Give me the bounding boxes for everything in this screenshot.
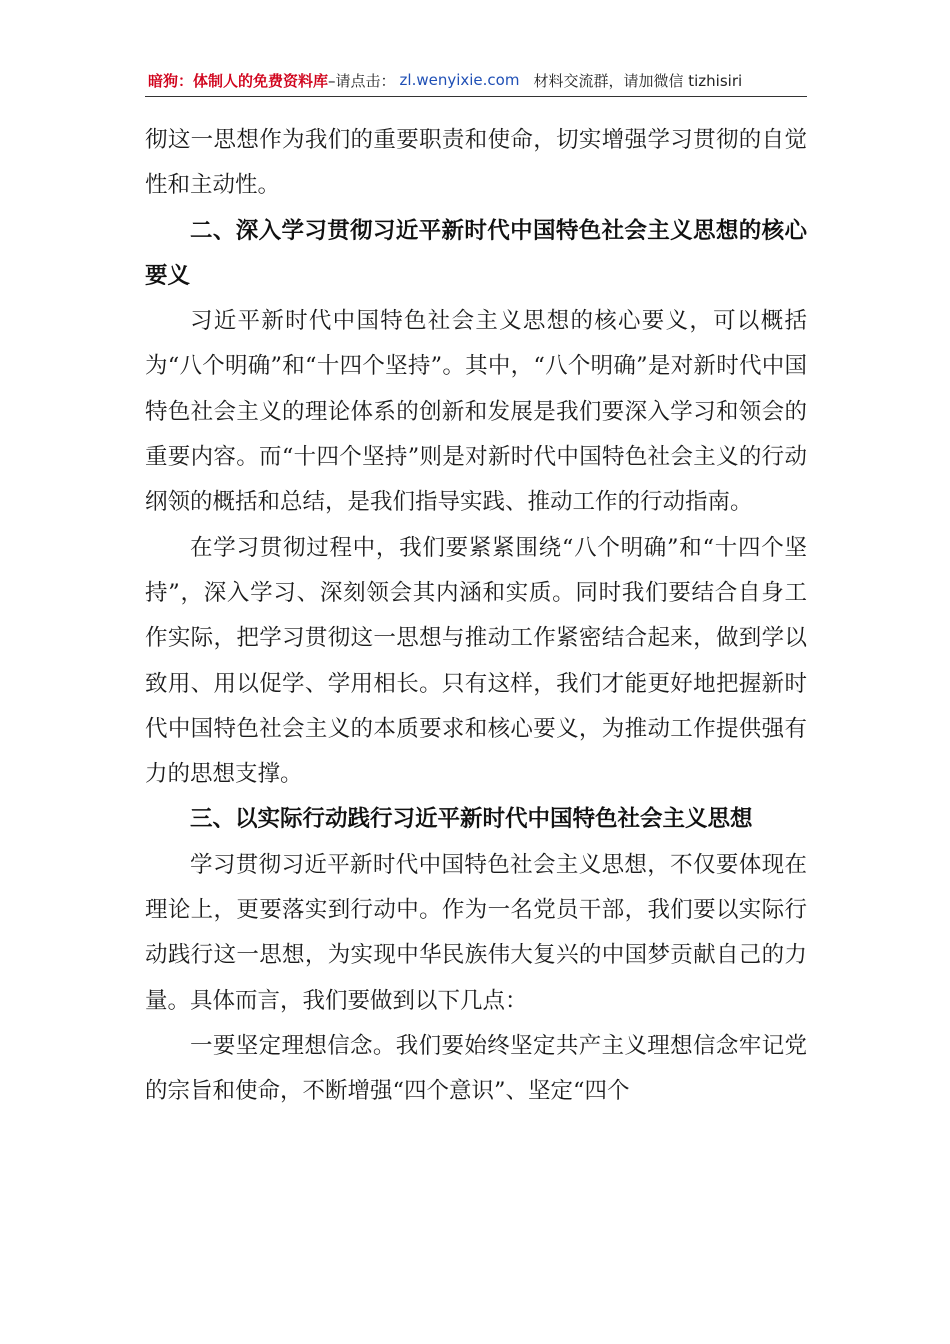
- header-divider: [145, 96, 807, 97]
- section-heading-3: 三、以实际行动践行习近平新时代中国特色社会主义思想: [190, 806, 753, 833]
- paragraph: 一要坚定理想信念。我们要始终坚定共产主义理想信念牢记党的宗旨和使命，不断增强“四个意识”、坚定“四个: [145, 1032, 807, 1105]
- header-click-prompt: –请点击：: [328, 71, 396, 90]
- header-url-link[interactable]: zl.wenyixie.com: [399, 71, 520, 89]
- section-heading-2: 二、深入学习贯彻习近平新时代中国特色社会主义思想的核心要义: [145, 217, 807, 289]
- page-header: [148, 64, 808, 96]
- paragraph: 习近平新时代中国特色社会主义思想的核心要义，可以概括为“八个明确”和“十四个坚持”。其中，“八个明确”是对新时代中国特色社会主义的理论体系的创新和发展是我们要深入学习和领会的重要内容。而“十四个坚持”则是对新时代中国特色社会主义的行动纲领的概括和总结，是我们指导实践、推动工作的行动指南。: [145, 308, 807, 516]
- paragraph: 在学习贯彻过程中，我们要紧紧围绕“八个明确”和“十四个坚持”，深入学习、深刻领会其内涵和实质。同时我们要结合自身工作实际，把学习贯彻这一思想与推动工作紧密结合起来，做到学以致用、用以促学、学用相长。只有这样，我们才能更好地把握新时代中国特色社会主义的本质要求和核心要义，为推动工作提供强有力的思想支撑。: [145, 534, 807, 788]
- header-brand: 暗狗：体制人的免费资料库: [148, 71, 329, 90]
- header-wechat-note: 材料交流群，请加微信 tizhisiri: [533, 71, 743, 90]
- paragraph-continuation: 彻这一思想作为我们的重要职责和使命，切实增强学习贯彻的自觉性和主动性。: [145, 127, 807, 199]
- document-body: [145, 118, 807, 1115]
- paragraph: 学习贯彻习近平新时代中国特色社会主义思想，不仅要体现在理论上，更要落实到行动中。作为一名党员干部，我们要以实际行动践行这一思想，为实现中华民族伟大复兴的中国梦贡献自己的力量。具体而言，我们要做到以下几点：: [145, 851, 807, 1014]
